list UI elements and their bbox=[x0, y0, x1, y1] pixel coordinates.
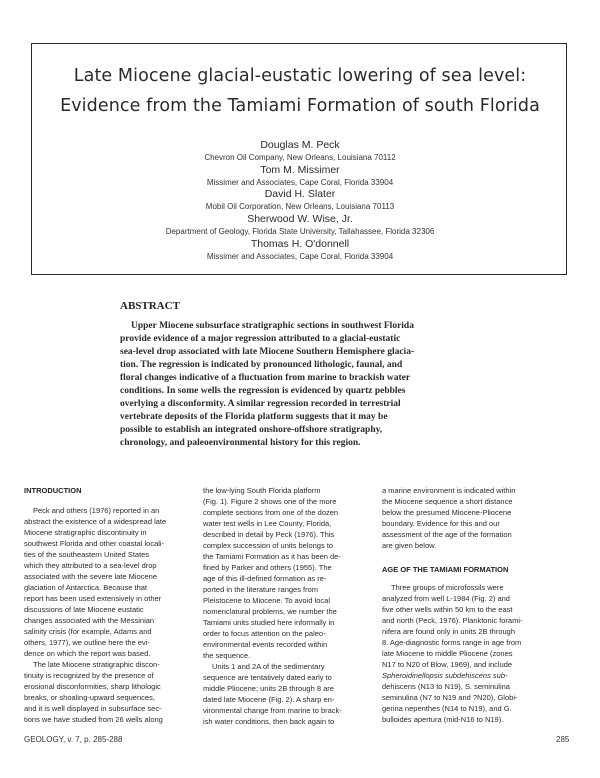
body-line: ties of the southeastern United States bbox=[24, 550, 150, 559]
author-affiliation: Department of Geology, Florida State University, Tallahassee, Florida 32306 bbox=[165, 227, 435, 236]
body-line: discussions of late Miocene eustatic bbox=[24, 605, 144, 614]
body-line: Units 1 and 2A of the sedimentary bbox=[212, 662, 325, 671]
body-line: The late Miocene stratigraphic discon- bbox=[33, 660, 160, 669]
title-line-1: Late Miocene glacial-eustatic lowering of sea level: bbox=[73, 66, 527, 86]
section-heading-introduction: INTRODUCTION bbox=[24, 486, 82, 495]
body-line: analyzed from well L-1984 (Fig. 2) and bbox=[382, 594, 510, 603]
body-line: water test wells in Lee County, Florida, bbox=[203, 519, 332, 528]
abstract-line: possible to establish an integrated onshore-offshore stratigraphy, bbox=[120, 425, 383, 435]
body-line: tions we have studied from 26 wells along bbox=[24, 715, 163, 724]
author-name: David H. Slater bbox=[264, 188, 336, 200]
section-heading-age: AGE OF THE TAMIAMI FORMATION bbox=[382, 565, 509, 574]
body-line: five other wells within 50 km to the east bbox=[382, 605, 513, 614]
body-line: abstract the existence of a widespread late bbox=[24, 517, 167, 526]
body-line: southwest Florida and other coastal locali- bbox=[24, 539, 165, 548]
body-line: and it is well displayed in subsurface sec- bbox=[24, 704, 162, 713]
author-name: Tom M. Missimer bbox=[260, 164, 340, 176]
page-number: 285 bbox=[556, 735, 570, 744]
abstract-line: chronology, and paleoenvironmental history for this region. bbox=[120, 438, 361, 448]
body-line: dated late Miocene (Fig. 2). A sharp en- bbox=[203, 695, 335, 704]
body-line: which they attributed to a sea-level drop bbox=[24, 561, 157, 570]
body-line: (Fig. 1). Figure 2 shows one of the more bbox=[203, 497, 337, 506]
abstract-line: vertebrate deposits of the Florida platform suggests that it may be bbox=[120, 412, 388, 422]
body-line: below the presumed Miocene-Pliocene bbox=[382, 508, 512, 517]
body-line: described in detail by Peck (1976). This bbox=[203, 530, 335, 539]
body-line: and north (Peck, 1976). Planktonic forami- bbox=[382, 616, 523, 625]
body-line: dence on which the report was based. bbox=[24, 649, 151, 658]
body-line: the sequence. bbox=[203, 651, 251, 660]
body-line: ported in the literature ranges from bbox=[203, 585, 319, 594]
body-line: age of this ill-defined formation as re- bbox=[203, 574, 327, 583]
body-line: Miocene stratigraphic discontinuity in bbox=[24, 528, 147, 537]
abstract-line: provide evidence of a major regression attributed to a glacial-eustatic bbox=[120, 334, 401, 344]
body-line: the Tamiami Formation as it has been de- bbox=[203, 552, 341, 561]
author-name: Douglas M. Peck bbox=[260, 139, 340, 151]
body-line: late Miocene to middle Pliocene (zones bbox=[382, 649, 513, 658]
body-line: are given below. bbox=[382, 541, 437, 550]
body-line: the low-lying South Florida platform bbox=[203, 486, 321, 495]
body-line: sequence are tentatively dated early to bbox=[203, 673, 332, 682]
body-line: Peck and others (1976) reported in an bbox=[33, 506, 160, 515]
body-line: dehiscens (N13 to N19), S. seminulina bbox=[382, 682, 510, 691]
body-line: Tamiami units studied here informally in bbox=[203, 618, 335, 627]
abstract-line: tion. The regression is indicated by pronounced lithologic, faunal, and bbox=[120, 360, 403, 370]
journal-citation: GEOLOGY, v. 7, p. 285-288 bbox=[24, 735, 123, 744]
body-line: Spheroidinellopsis subdehiscens sub- bbox=[382, 671, 508, 680]
author-name: Thomas H. O'donnell bbox=[250, 238, 350, 250]
abstract-line: conditions. In some wells the regression is evidenced by quartz pebbles bbox=[120, 386, 406, 396]
body-line: nifera are found only in units 2B through bbox=[382, 627, 516, 636]
body-line: Pleistocene to Miocene. To avoid local bbox=[203, 596, 331, 605]
body-line: complete sections from one of the dozen bbox=[203, 508, 339, 517]
abstract-heading: ABSTRACT bbox=[120, 300, 180, 312]
body-line: bulloides apertura (mid-N16 to N19). bbox=[382, 715, 504, 724]
body-line: nomenclatural problems, we number the bbox=[203, 607, 337, 616]
body-line: 8. Age-diagnostic forms range in age from bbox=[382, 638, 522, 647]
body-line: ish water conditions, then back again to bbox=[203, 717, 335, 726]
body-line: breaks, or shoaling-upward sequences, bbox=[24, 693, 155, 702]
abstract-line: overlying a disconformity. A similar regression recorded in terrestrial bbox=[120, 399, 401, 409]
body-line: boundary. Evidence for this and our bbox=[382, 519, 500, 528]
abstract-line: Upper Miocene subsurface stratigraphic sections in southwest Florida bbox=[131, 321, 414, 331]
author-affiliation: Mobil Oil Corporation, New Orleans, Louisiana 70113 bbox=[205, 202, 395, 211]
body-line: N17 to N20 of Blow, 1969), and include bbox=[382, 660, 513, 669]
abstract-line: sea-level drop associated with late Miocene Southern Hemisphere glacia- bbox=[120, 347, 415, 357]
body-line: others, 1977), we outline here the evi- bbox=[24, 638, 150, 647]
abstract-line: floral changes indicative of a fluctuation from marine to brackish water bbox=[120, 373, 411, 383]
body-line: salinity crisis (for example, Adams and bbox=[24, 627, 152, 636]
body-line: fined by Parker and others (1955). The bbox=[203, 563, 332, 572]
body-line: middle Pliocene; units 2B through 8 are bbox=[203, 684, 334, 693]
author-affiliation: Chevron Oil Company, New Orleans, Louisiana 70112 bbox=[204, 153, 396, 162]
author-name: Sherwood W. Wise, Jr. bbox=[247, 213, 353, 225]
author-affiliation: Missimer and Associates, Cape Coral, Florida 33904 bbox=[206, 252, 394, 261]
body-line: erosional disconformities, sharp lithologic bbox=[24, 682, 161, 691]
body-line: gerina nepenthes (N14 to N19), and G. bbox=[382, 704, 512, 713]
title-line-2: Evidence from the Tamiami Formation of south Florida bbox=[60, 96, 540, 116]
body-line: vironmental change from marine to brack- bbox=[203, 706, 342, 715]
body-line: Three groups of microfossils were bbox=[391, 583, 504, 592]
body-line: the Miocene sequence a short distance bbox=[382, 497, 513, 506]
body-line: environmental events recorded within bbox=[203, 640, 328, 649]
body-line: complex succession of units belongs to bbox=[203, 541, 334, 550]
body-line: order to focus attention on the paleo- bbox=[203, 629, 326, 638]
body-line: associated with the severe late Miocene bbox=[24, 572, 157, 581]
author-affiliation: Missimer and Associates, Cape Coral, Florida 33904 bbox=[206, 178, 394, 187]
body-line: report has been used extensively in other bbox=[24, 594, 162, 603]
body-line: a marine environment is indicated within bbox=[382, 486, 516, 495]
body-line: seminulina (N7 to N19 and ?N20), Globi- bbox=[382, 693, 518, 702]
body-line: glaciation of Antarctica. Because that bbox=[24, 583, 147, 592]
body-line: tinuity is recognized by the presence of bbox=[24, 671, 154, 680]
body-line: changes associated with the Messinian bbox=[24, 616, 155, 625]
body-line: assessment of the age of the formation bbox=[382, 530, 512, 539]
